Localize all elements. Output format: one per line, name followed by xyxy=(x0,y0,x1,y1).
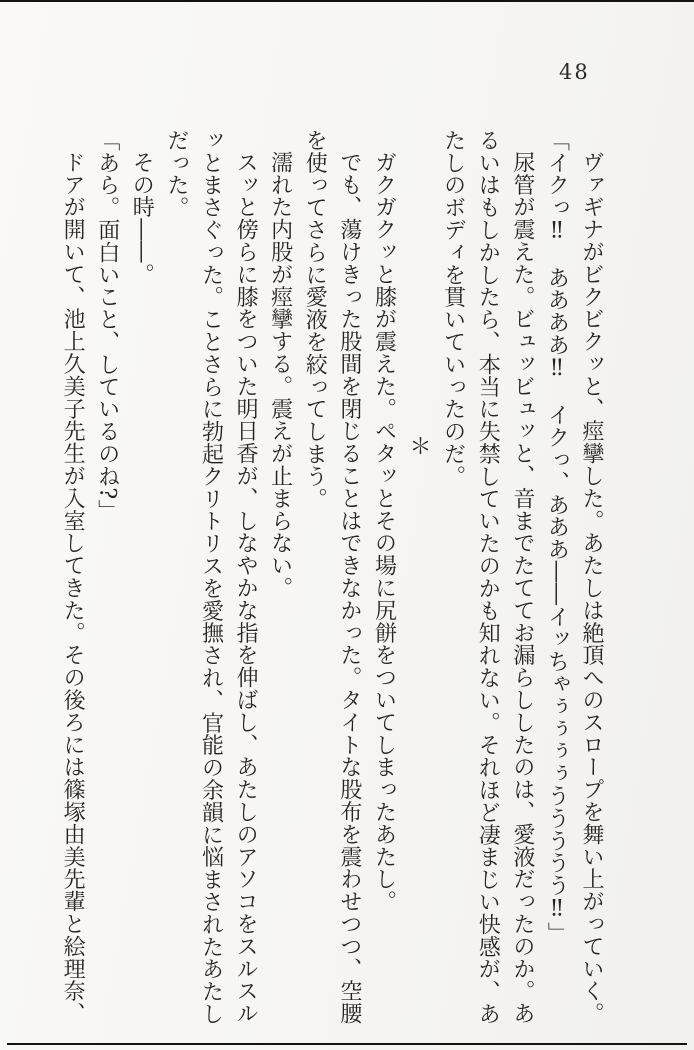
vertical-text-block xyxy=(55,129,609,1029)
text-line: ドアが開いて、池上久美子先生が入室してきた。その後ろには篠塚由美先輩と絵理奈、 xyxy=(60,151,86,1025)
scene-break-marker: ＊ xyxy=(406,435,432,457)
page-top-edge-line xyxy=(0,0,694,2)
text-line: るいはもしかしたら、本当に失禁していたのかも知れない。それほど凄まじい快感が、あ xyxy=(475,129,501,1025)
page-bottom-edge-line xyxy=(7,1043,687,1045)
text-line: たしのボディを貫いていったのだ。 xyxy=(440,129,466,488)
text-line: 「あら。面白いこと、しているのね?」 xyxy=(94,129,120,522)
text-line: 「イクっ‼ ああああ‼ イクっ、あああ――イッちゃぅぅぅぅううううう‼」 xyxy=(544,129,570,945)
text-line: でも、蕩けきった股間を閉じることはできなかった。タイトな股布を震わせつつ、空腰 xyxy=(336,151,362,1025)
text-line: スッと傍らに膝をついた明日香が、しなやかな指を伸ばし、あたしのアソコをスルスル xyxy=(233,151,259,1025)
text-line: その時――。 xyxy=(129,151,155,286)
page-number: 48 xyxy=(559,60,590,84)
text-line: だった。 xyxy=(163,129,189,219)
text-line: ッとまさぐった。ことさらに勃起クリトリスを愛撫され、官能の余韻に悩まされたあたし xyxy=(198,129,224,1025)
text-line: ヴァギナがビクビクッと、痙攣した。あたしは絶頂へのスロープを舞い上がっていく。 xyxy=(579,151,604,1025)
text-line: ガクガクッと膝が震えた。ペタッとその場に尻餅をついてしまったあたし。 xyxy=(371,151,397,913)
text-line: を使ってさらに愛液を絞ってしまう。 xyxy=(302,129,328,510)
text-line: 濡れた内股が痙攣する。震えが止まらない。 xyxy=(267,151,293,600)
text-line: 尿管が震えた。ビュッビュッと、音までたててお漏らししたのは、愛液だったのか。あ xyxy=(509,151,535,1025)
